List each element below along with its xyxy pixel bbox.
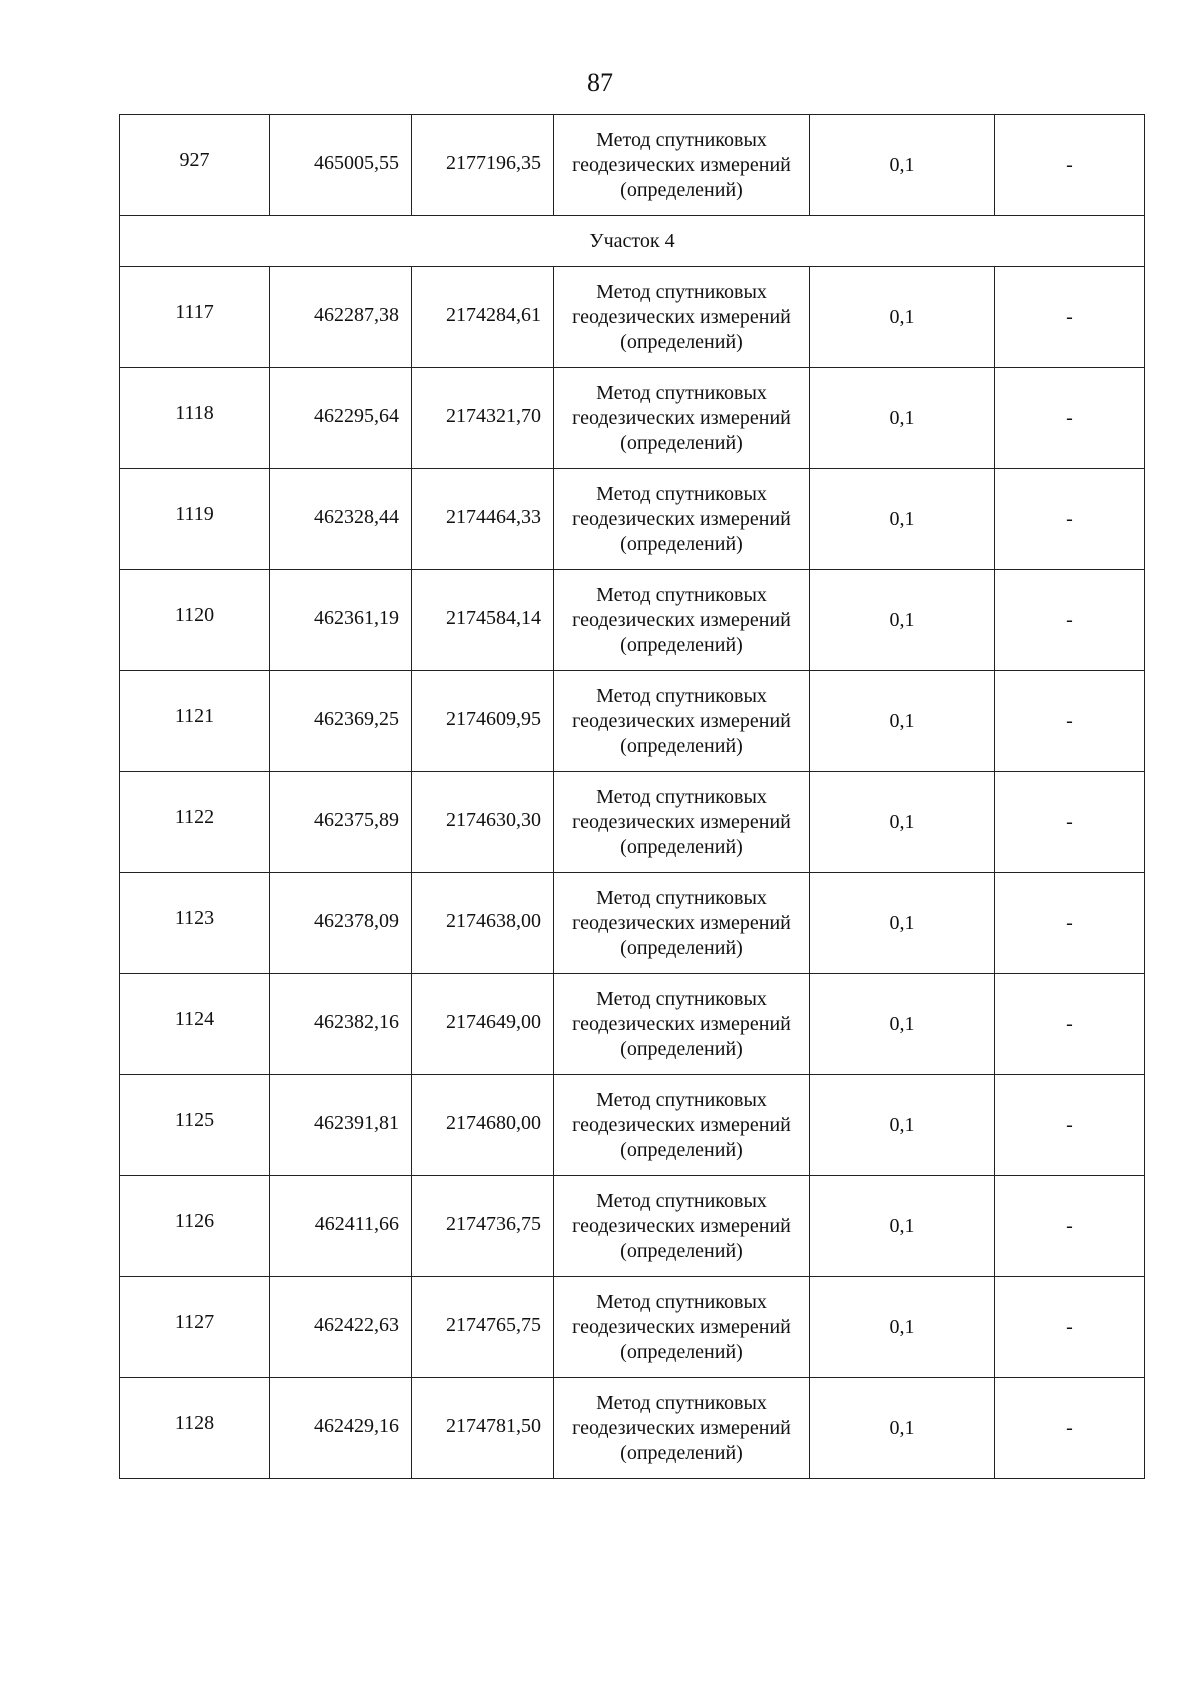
accuracy-cell: 0,1: [810, 671, 995, 772]
table-row: [120, 469, 1145, 570]
method-line: геодезических измерений: [572, 305, 791, 328]
point-number-cell: 1122: [120, 772, 270, 873]
note-cell: -: [995, 974, 1145, 1075]
method-cell: [554, 772, 810, 873]
method-line: геодезических измерений: [572, 1214, 791, 1237]
coord-x-cell: 462287,38: [270, 267, 412, 368]
coord-x-cell: 462411,66: [270, 1176, 412, 1277]
accuracy-cell: 0,1: [810, 469, 995, 570]
point-number-cell: 927: [120, 115, 270, 216]
coord-y-cell: 2174630,30: [412, 772, 554, 873]
coord-y-cell: 2174765,75: [412, 1277, 554, 1378]
point-number-cell: 1123: [120, 873, 270, 974]
coord-x-cell: 465005,55: [270, 115, 412, 216]
method-line: (определений): [620, 1037, 743, 1060]
method-line: геодезических измерений: [572, 507, 791, 530]
method-line: Метод спутниковых: [596, 1290, 767, 1313]
point-number-cell: 1119: [120, 469, 270, 570]
point-number-cell: 1125: [120, 1075, 270, 1176]
note-cell: -: [995, 115, 1145, 216]
accuracy-cell: 0,1: [810, 974, 995, 1075]
coordinates-table-body: [120, 115, 1145, 1479]
section-header-row: [120, 216, 1145, 267]
note-cell: -: [995, 570, 1145, 671]
note-cell: -: [995, 469, 1145, 570]
point-number-cell: 1118: [120, 368, 270, 469]
method-line: Метод спутниковых: [596, 1391, 767, 1414]
method-line: (определений): [620, 330, 743, 353]
coord-y-cell: 2174464,33: [412, 469, 554, 570]
method-line: Метод спутниковых: [596, 684, 767, 707]
accuracy-cell: 0,1: [810, 1075, 995, 1176]
point-number-cell: 1126: [120, 1176, 270, 1277]
method-line: Метод спутниковых: [596, 280, 767, 303]
coord-y-cell: 2174781,50: [412, 1378, 554, 1479]
accuracy-cell: 0,1: [810, 1277, 995, 1378]
coord-y-cell: 2174638,00: [412, 873, 554, 974]
method-cell: [554, 469, 810, 570]
point-number-cell: 1121: [120, 671, 270, 772]
accuracy-cell: 0,1: [810, 1176, 995, 1277]
method-line: Метод спутниковых: [596, 583, 767, 606]
accuracy-cell: 0,1: [810, 267, 995, 368]
method-line: геодезических измерений: [572, 911, 791, 934]
coord-x-cell: 462361,19: [270, 570, 412, 671]
method-line: геодезических измерений: [572, 608, 791, 631]
note-cell: -: [995, 772, 1145, 873]
point-number-cell: 1117: [120, 267, 270, 368]
coord-y-cell: 2174649,00: [412, 974, 554, 1075]
coord-y-cell: 2174584,14: [412, 570, 554, 671]
note-cell: -: [995, 1075, 1145, 1176]
table-row: [120, 1378, 1145, 1479]
method-line: (определений): [620, 1239, 743, 1262]
method-line: (определений): [620, 734, 743, 757]
method-line: Метод спутниковых: [596, 1189, 767, 1212]
accuracy-cell: 0,1: [810, 570, 995, 671]
method-line: Метод спутниковых: [596, 128, 767, 151]
method-cell: [554, 570, 810, 671]
method-line: (определений): [620, 633, 743, 656]
point-number-cell: 1124: [120, 974, 270, 1075]
accuracy-cell: 0,1: [810, 873, 995, 974]
method-line: геодезических измерений: [572, 153, 791, 176]
table-row: [120, 974, 1145, 1075]
point-number-cell: 1128: [120, 1378, 270, 1479]
note-cell: -: [995, 368, 1145, 469]
coord-y-cell: 2174680,00: [412, 1075, 554, 1176]
method-cell: [554, 873, 810, 974]
method-line: (определений): [620, 178, 743, 201]
table-row: [120, 570, 1145, 671]
table-row: [120, 1075, 1145, 1176]
method-line: Метод спутниковых: [596, 785, 767, 808]
accuracy-cell: 0,1: [810, 1378, 995, 1479]
coord-x-cell: 462391,81: [270, 1075, 412, 1176]
table-row: [120, 873, 1145, 974]
coord-y-cell: 2174609,95: [412, 671, 554, 772]
method-cell: [554, 1176, 810, 1277]
method-line: (определений): [620, 1441, 743, 1464]
method-line: (определений): [620, 1340, 743, 1363]
coord-x-cell: 462429,16: [270, 1378, 412, 1479]
method-cell: [554, 115, 810, 216]
method-line: геодезических измерений: [572, 1113, 791, 1136]
table-row: [120, 1176, 1145, 1277]
method-line: Метод спутниковых: [596, 482, 767, 505]
coord-x-cell: 462369,25: [270, 671, 412, 772]
coord-x-cell: 462328,44: [270, 469, 412, 570]
method-cell: [554, 1277, 810, 1378]
coord-x-cell: 462422,63: [270, 1277, 412, 1378]
table-row: [120, 772, 1145, 873]
method-cell: [554, 1075, 810, 1176]
method-cell: [554, 368, 810, 469]
method-line: геодезических измерений: [572, 1416, 791, 1439]
method-line: геодезических измерений: [572, 810, 791, 833]
table-row: [120, 368, 1145, 469]
method-line: Метод спутниковых: [596, 987, 767, 1010]
page-number: 87: [587, 68, 613, 97]
method-line: (определений): [620, 431, 743, 454]
coord-x-cell: 462382,16: [270, 974, 412, 1075]
coord-x-cell: 462378,09: [270, 873, 412, 974]
table-row: [120, 115, 1145, 216]
coord-y-cell: 2174736,75: [412, 1176, 554, 1277]
coord-x-cell: 462295,64: [270, 368, 412, 469]
method-line: геодезических измерений: [572, 406, 791, 429]
method-line: Метод спутниковых: [596, 886, 767, 909]
method-line: геодезических измерений: [572, 1012, 791, 1035]
method-cell: [554, 671, 810, 772]
method-cell: [554, 974, 810, 1075]
table-row: [120, 671, 1145, 772]
method-line: (определений): [620, 835, 743, 858]
note-cell: -: [995, 1176, 1145, 1277]
table-row: [120, 1277, 1145, 1378]
note-cell: -: [995, 1378, 1145, 1479]
coord-y-cell: 2174321,70: [412, 368, 554, 469]
method-line: (определений): [620, 1138, 743, 1161]
point-number-cell: 1120: [120, 570, 270, 671]
coord-y-cell: 2174284,61: [412, 267, 554, 368]
method-line: геодезических измерений: [572, 1315, 791, 1338]
method-line: Метод спутниковых: [596, 381, 767, 404]
method-line: геодезических измерений: [572, 709, 791, 732]
method-line: (определений): [620, 936, 743, 959]
note-cell: -: [995, 1277, 1145, 1378]
section-label: Участок 4: [120, 216, 1145, 267]
note-cell: -: [995, 267, 1145, 368]
coord-x-cell: 462375,89: [270, 772, 412, 873]
note-cell: -: [995, 873, 1145, 974]
method-cell: [554, 267, 810, 368]
method-cell: [554, 1378, 810, 1479]
coordinates-table: [119, 114, 1145, 1479]
table-row: [120, 267, 1145, 368]
method-line: Метод спутниковых: [596, 1088, 767, 1111]
coord-y-cell: 2177196,35: [412, 115, 554, 216]
method-line: (определений): [620, 532, 743, 555]
accuracy-cell: 0,1: [810, 368, 995, 469]
accuracy-cell: 0,1: [810, 115, 995, 216]
note-cell: -: [995, 671, 1145, 772]
point-number-cell: 1127: [120, 1277, 270, 1378]
accuracy-cell: 0,1: [810, 772, 995, 873]
